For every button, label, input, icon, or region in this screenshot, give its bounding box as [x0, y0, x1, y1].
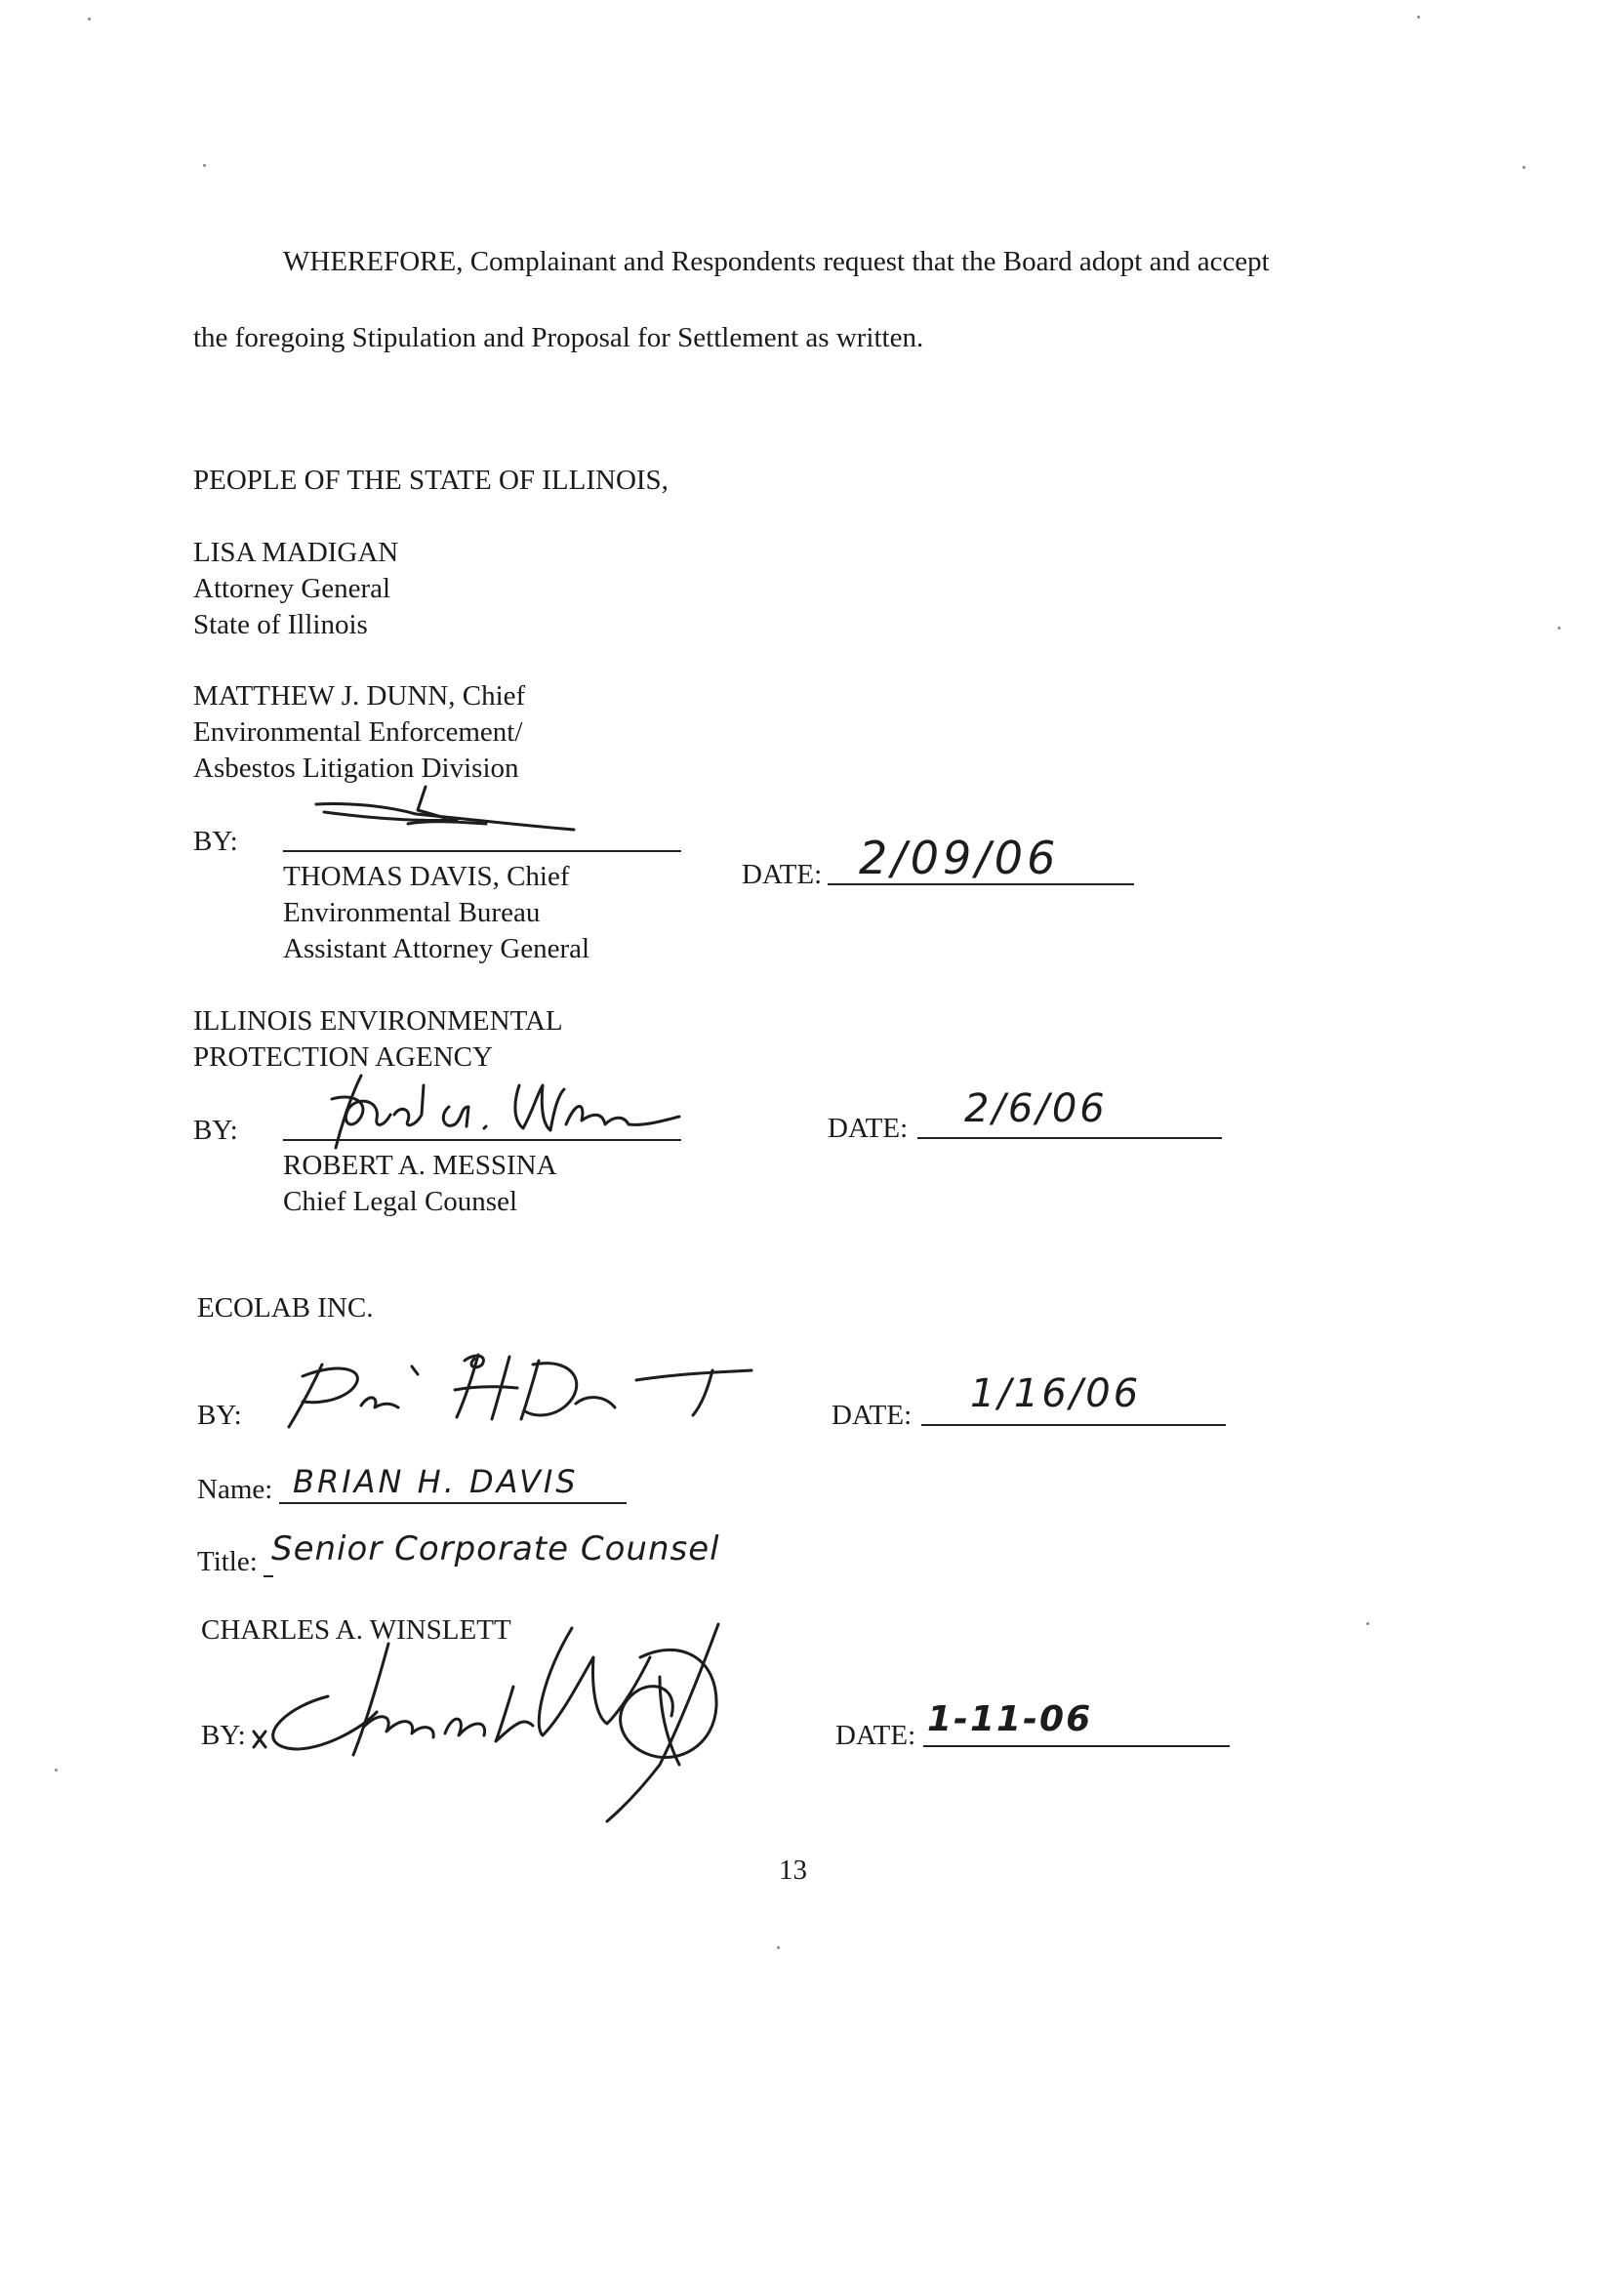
iepa-date-line — [917, 1137, 1222, 1139]
iepa-date-value: 2/6/06 — [964, 1086, 1108, 1131]
paragraph-line-2: the foregoing Stipulation and Proposal for Settlement as written. — [193, 322, 924, 353]
winslett-date-value: 1-11-06 — [927, 1699, 1093, 1739]
ag-state: State of Illinois — [193, 609, 368, 640]
ecolab-title-line — [264, 1575, 273, 1577]
people-date-value: 2/09/06 — [859, 832, 1060, 884]
ecolab-title-label: Title: — [197, 1546, 258, 1577]
iepa-signature-line — [283, 1139, 681, 1141]
ecolab-date-value: 1/16/06 — [970, 1371, 1142, 1416]
scan-speck — [1366, 1622, 1369, 1625]
winslett-date-line — [923, 1745, 1230, 1747]
people-date-line — [828, 883, 1134, 885]
iepa-heading-line-1: ILLINOIS ENVIRONMENTAL — [193, 1005, 563, 1037]
scan-speck — [777, 1946, 780, 1949]
iepa-signer-title: Chief Legal Counsel — [283, 1186, 518, 1217]
division-line-2: Environmental Enforcement/ — [193, 716, 523, 748]
ag-name: LISA MADIGAN — [193, 537, 399, 568]
ecolab-by-label: BY: — [197, 1400, 242, 1431]
scan-speck — [88, 18, 91, 20]
ecolab-date-label: DATE: — [832, 1400, 913, 1431]
people-signature-line — [283, 850, 681, 852]
people-signer-line-3: Assistant Attorney General — [283, 933, 590, 964]
division-line-3: Asbestos Litigation Division — [193, 753, 519, 784]
people-signer-name: THOMAS DAVIS, Chief — [283, 861, 570, 892]
ecolab-name-line — [279, 1502, 627, 1504]
iepa-date-label: DATE: — [828, 1113, 909, 1144]
ecolab-name-label: Name: — [197, 1474, 273, 1505]
scan-speck — [1522, 166, 1525, 169]
ecolab-title-value: Senior Corporate Counsel — [271, 1529, 720, 1569]
winslett-date-label: DATE: — [835, 1720, 916, 1751]
scan-speck — [203, 164, 206, 167]
ecolab-name-value: BRIAN H. DAVIS — [293, 1463, 579, 1500]
people-by-label: BY: — [193, 826, 238, 857]
people-signer-line-2: Environmental Bureau — [283, 897, 541, 928]
charles-winslett-signature — [250, 1618, 738, 1823]
iepa-by-label: BY: — [193, 1115, 238, 1146]
people-heading: PEOPLE OF THE STATE OF ILLINOIS, — [193, 465, 669, 496]
ag-title: Attorney General — [193, 573, 391, 604]
people-date-label: DATE: — [742, 859, 823, 890]
winslett-by-label: BY: — [201, 1720, 246, 1751]
ecolab-heading: ECOLAB INC. — [197, 1292, 374, 1324]
iepa-signer-name: ROBERT A. MESSINA — [283, 1150, 557, 1181]
page-number: 13 — [779, 1854, 807, 1886]
scan-speck — [55, 1769, 58, 1772]
brian-davis-signature — [283, 1347, 771, 1435]
thomas-davis-signature — [310, 781, 584, 839]
scan-speck — [1417, 16, 1420, 19]
scan-speck — [1558, 627, 1561, 630]
division-line-1: MATTHEW J. DUNN, Chief — [193, 680, 526, 712]
ecolab-date-line — [921, 1424, 1226, 1426]
winslett-heading: CHARLES A. WINSLETT — [201, 1614, 511, 1646]
iepa-heading-line-2: PROTECTION AGENCY — [193, 1041, 493, 1073]
paragraph-line-1: WHEREFORE, Complainant and Respondents request that the Board adopt and accept — [283, 246, 1270, 277]
